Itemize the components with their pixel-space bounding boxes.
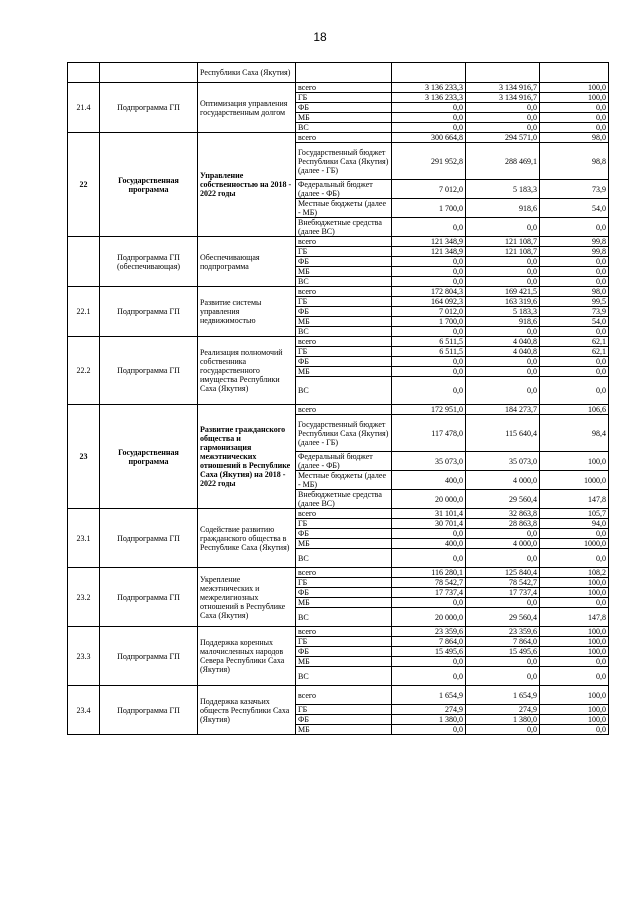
cell-plan: 31 101,4 <box>392 509 466 519</box>
cell-fact: 0,0 <box>466 257 540 267</box>
cell-fact: 0,0 <box>466 598 540 608</box>
cell-fact: 1 654,9 <box>466 686 540 705</box>
cell-source: всего <box>296 237 392 247</box>
cell-fact: 0,0 <box>466 529 540 539</box>
cell-source: всего <box>296 287 392 297</box>
cell-plan: 3 136 233,3 <box>392 83 466 93</box>
cell-source: ВС <box>296 667 392 686</box>
cell-fact: 15 495,6 <box>466 647 540 657</box>
cell-pct: 100,0 <box>540 647 609 657</box>
cell-fact: 274,9 <box>466 705 540 715</box>
cell-pct: 98,4 <box>540 415 609 452</box>
cell-fact: 0,0 <box>466 327 540 337</box>
cell-source: ФБ <box>296 529 392 539</box>
table-row <box>68 405 609 415</box>
cell-plan: 164 092,3 <box>392 297 466 307</box>
cell-source: ВС <box>296 123 392 133</box>
cell-source: всего <box>296 83 392 93</box>
cell-num: 23 <box>68 405 100 509</box>
cell-plan: 7 012,0 <box>392 180 466 199</box>
cell-source: ФБ <box>296 103 392 113</box>
cell-source: Государственный бюджет Республики Саха (Якутия) (далее - ГБ) <box>296 143 392 180</box>
cell-plan: 0,0 <box>392 113 466 123</box>
table-row <box>68 237 609 247</box>
cell-plan: 0,0 <box>392 123 466 133</box>
cell-fact: 0,0 <box>466 277 540 287</box>
cell-fact: 0,0 <box>466 549 540 568</box>
cell-source: Государственный бюджет Республики Саха (Якутия) (далее - ГБ) <box>296 415 392 452</box>
cell-fact: 918,6 <box>466 317 540 327</box>
cell-source: ВС <box>296 549 392 568</box>
cell-fact: 0,0 <box>466 357 540 367</box>
cell-fact: 4 040,8 <box>466 337 540 347</box>
cell-pct: 0,0 <box>540 327 609 337</box>
cell-num <box>68 63 100 83</box>
cell-source: Местные бюджеты (далее - МБ) <box>296 471 392 490</box>
cell-name: Содействие развитию гражданского общества в Республике Саха (Якутия) <box>198 509 296 568</box>
cell-plan: 35 073,0 <box>392 452 466 471</box>
cell-pct: 105,7 <box>540 509 609 519</box>
cell-source: всего <box>296 337 392 347</box>
cell-pct: 98,8 <box>540 143 609 180</box>
cell-source: всего <box>296 686 392 705</box>
cell-pct: 0,0 <box>540 257 609 267</box>
cell-pct: 0,0 <box>540 123 609 133</box>
table-row <box>68 337 609 347</box>
cell-num: 23.1 <box>68 509 100 568</box>
cell-fact: 29 560,4 <box>466 490 540 509</box>
cell-type <box>100 63 198 83</box>
cell-source: МБ <box>296 598 392 608</box>
cell-source: ВС <box>296 377 392 405</box>
cell-fact: 121 108,7 <box>466 247 540 257</box>
cell-source <box>296 63 392 83</box>
cell-plan: 0,0 <box>392 529 466 539</box>
cell-pct: 99,8 <box>540 237 609 247</box>
cell-plan: 172 951,0 <box>392 405 466 415</box>
cell-pct: 100,0 <box>540 637 609 647</box>
cell-pct: 0,0 <box>540 277 609 287</box>
cell-fact: 288 469,1 <box>466 143 540 180</box>
cell-num: 22 <box>68 133 100 237</box>
cell-fact: 0,0 <box>466 725 540 735</box>
cell-source: всего <box>296 509 392 519</box>
cell-type: Подпрограмма ГП <box>100 686 198 735</box>
cell-num: 21.4 <box>68 83 100 133</box>
cell-source: ГБ <box>296 93 392 103</box>
cell-plan: 0,0 <box>392 549 466 568</box>
cell-plan: 0,0 <box>392 218 466 237</box>
cell-source: МБ <box>296 367 392 377</box>
cell-plan: 121 348,9 <box>392 247 466 257</box>
cell-source: ВС <box>296 327 392 337</box>
cell-pct: 147,8 <box>540 490 609 509</box>
cell-source: всего <box>296 405 392 415</box>
table-row <box>68 627 609 637</box>
cell-type: Подпрограмма ГП <box>100 509 198 568</box>
cell-fact: 3 134 916,7 <box>466 93 540 103</box>
cell-pct: 54,0 <box>540 199 609 218</box>
cell-fact: 115 640,4 <box>466 415 540 452</box>
cell-plan: 0,0 <box>392 277 466 287</box>
cell-plan: 0,0 <box>392 667 466 686</box>
cell-fact: 184 273,7 <box>466 405 540 415</box>
cell-fact: 163 319,6 <box>466 297 540 307</box>
cell-pct: 0,0 <box>540 598 609 608</box>
cell-fact: 125 840,4 <box>466 568 540 578</box>
cell-type: Подпрограмма ГП <box>100 83 198 133</box>
cell-source: всего <box>296 133 392 143</box>
cell-plan: 117 478,0 <box>392 415 466 452</box>
cell-plan: 1 700,0 <box>392 199 466 218</box>
cell-pct: 106,6 <box>540 405 609 415</box>
cell-source: Внебюджетные средства (далее ВС) <box>296 490 392 509</box>
cell-plan: 1 380,0 <box>392 715 466 725</box>
cell-source: ВС <box>296 277 392 287</box>
cell-plan: 0,0 <box>392 367 466 377</box>
cell-plan: 274,9 <box>392 705 466 715</box>
cell-plan: 0,0 <box>392 103 466 113</box>
cell-plan: 0,0 <box>392 267 466 277</box>
cell-fact: 78 542,7 <box>466 578 540 588</box>
cell-pct: 62,1 <box>540 337 609 347</box>
cell-source: ФБ <box>296 307 392 317</box>
cell-pct: 100,0 <box>540 452 609 471</box>
cell-fact: 0,0 <box>466 377 540 405</box>
cell-plan: 0,0 <box>392 657 466 667</box>
cell-pct: 0,0 <box>540 667 609 686</box>
cell-source: ВС <box>296 608 392 627</box>
cell-fact: 294 571,0 <box>466 133 540 143</box>
cell-fact <box>466 63 540 83</box>
cell-plan: 1 700,0 <box>392 317 466 327</box>
table-body <box>68 63 609 735</box>
cell-source: МБ <box>296 539 392 549</box>
cell-pct: 73,9 <box>540 307 609 317</box>
cell-plan: 0,0 <box>392 257 466 267</box>
cell-fact: 7 864,0 <box>466 637 540 647</box>
cell-plan: 30 701,4 <box>392 519 466 529</box>
cell-fact: 0,0 <box>466 267 540 277</box>
cell-source: ФБ <box>296 257 392 267</box>
cell-fact: 5 183,3 <box>466 180 540 199</box>
cell-type: Подпрограмма ГП (обеспечивающая) <box>100 237 198 287</box>
cell-plan: 0,0 <box>392 598 466 608</box>
cell-source: ГБ <box>296 297 392 307</box>
cell-source: ГБ <box>296 247 392 257</box>
cell-name: Развитие системы управления недвижимостью <box>198 287 296 337</box>
cell-pct: 108,2 <box>540 568 609 578</box>
cell-pct: 100,0 <box>540 578 609 588</box>
cell-fact: 121 108,7 <box>466 237 540 247</box>
cell-fact: 4 000,0 <box>466 471 540 490</box>
table-row <box>68 83 609 93</box>
cell-pct: 100,0 <box>540 588 609 598</box>
cell-source: МБ <box>296 725 392 735</box>
cell-num: 23.2 <box>68 568 100 627</box>
cell-source: ГБ <box>296 578 392 588</box>
cell-pct: 100,0 <box>540 686 609 705</box>
cell-plan: 15 495,6 <box>392 647 466 657</box>
cell-plan: 121 348,9 <box>392 237 466 247</box>
cell-fact: 29 560,4 <box>466 608 540 627</box>
cell-pct: 100,0 <box>540 715 609 725</box>
cell-fact: 1 380,0 <box>466 715 540 725</box>
cell-plan: 0,0 <box>392 327 466 337</box>
cell-plan: 116 280,1 <box>392 568 466 578</box>
cell-type: Подпрограмма ГП <box>100 627 198 686</box>
cell-pct: 147,8 <box>540 608 609 627</box>
cell-pct: 100,0 <box>540 705 609 715</box>
cell-type: Государственная программа <box>100 405 198 509</box>
cell-type: Подпрограмма ГП <box>100 287 198 337</box>
cell-num: 22.2 <box>68 337 100 405</box>
cell-plan: 78 542,7 <box>392 578 466 588</box>
cell-pct: 94,0 <box>540 519 609 529</box>
cell-source: Местные бюджеты (далее - МБ) <box>296 199 392 218</box>
cell-fact: 5 183,3 <box>466 307 540 317</box>
cell-num: 22.1 <box>68 287 100 337</box>
cell-plan: 20 000,0 <box>392 608 466 627</box>
cell-source: Внебюджетные средства (далее ВС) <box>296 218 392 237</box>
cell-plan: 400,0 <box>392 539 466 549</box>
cell-pct: 0,0 <box>540 725 609 735</box>
cell-pct: 0,0 <box>540 218 609 237</box>
cell-plan: 0,0 <box>392 377 466 405</box>
cell-pct: 0,0 <box>540 367 609 377</box>
cell-pct: 0,0 <box>540 103 609 113</box>
cell-source: ГБ <box>296 637 392 647</box>
table-row <box>68 287 609 297</box>
cell-pct: 98,0 <box>540 133 609 143</box>
cell-plan: 7 012,0 <box>392 307 466 317</box>
table-row <box>68 509 609 519</box>
cell-num: 23.3 <box>68 627 100 686</box>
cell-source: всего <box>296 627 392 637</box>
cell-plan: 23 359,6 <box>392 627 466 637</box>
cell-pct: 0,0 <box>540 549 609 568</box>
cell-source: ФБ <box>296 588 392 598</box>
cell-plan: 6 511,5 <box>392 347 466 357</box>
cell-fact: 3 134 916,7 <box>466 83 540 93</box>
cell-name: Управление собственностью на 2018 - 2022 годы <box>198 133 296 237</box>
cell-name: Поддержка коренных малочисленных народов Севера Республики Саха (Якутия) <box>198 627 296 686</box>
cell-fact: 4 000,0 <box>466 539 540 549</box>
cell-plan: 0,0 <box>392 357 466 367</box>
cell-plan: 400,0 <box>392 471 466 490</box>
cell-fact: 23 359,6 <box>466 627 540 637</box>
cell-source: МБ <box>296 267 392 277</box>
cell-source: Федеральный бюджет (далее - ФБ) <box>296 452 392 471</box>
cell-pct: 99,5 <box>540 297 609 307</box>
cell-type: Подпрограмма ГП <box>100 568 198 627</box>
table-row <box>68 133 609 143</box>
cell-fact: 0,0 <box>466 123 540 133</box>
cell-fact: 0,0 <box>466 367 540 377</box>
cell-plan: 17 737,4 <box>392 588 466 598</box>
cell-name: Развитие гражданского общества и гармонизация межэтнических отношений в Республике Саха (Якутия) на 2018 - 2022 годы <box>198 405 296 509</box>
cell-type: Государственная программа <box>100 133 198 237</box>
cell-pct: 100,0 <box>540 93 609 103</box>
cell-plan <box>392 63 466 83</box>
cell-pct: 0,0 <box>540 657 609 667</box>
cell-fact: 0,0 <box>466 218 540 237</box>
cell-name: Обеспечивающая подпрограмма <box>198 237 296 287</box>
cell-pct: 100,0 <box>540 83 609 93</box>
cell-source: ГБ <box>296 705 392 715</box>
cell-source: ФБ <box>296 647 392 657</box>
cell-fact: 4 040,8 <box>466 347 540 357</box>
cell-pct: 0,0 <box>540 267 609 277</box>
cell-plan: 3 136 233,3 <box>392 93 466 103</box>
cell-pct: 0,0 <box>540 357 609 367</box>
cell-source: МБ <box>296 317 392 327</box>
cell-fact: 0,0 <box>466 113 540 123</box>
cell-name: Укрепление межэтнических и межрелигиозных отношений в Республике Саха (Якутия) <box>198 568 296 627</box>
cell-source: всего <box>296 568 392 578</box>
cell-pct <box>540 63 609 83</box>
cell-pct: 0,0 <box>540 529 609 539</box>
cell-num <box>68 237 100 287</box>
cell-pct: 99,8 <box>540 247 609 257</box>
cell-plan: 7 864,0 <box>392 637 466 647</box>
cell-fact: 0,0 <box>466 103 540 113</box>
cell-pct: 54,0 <box>540 317 609 327</box>
cell-plan: 172 804,3 <box>392 287 466 297</box>
cell-pct: 0,0 <box>540 113 609 123</box>
cell-name: Республики Саха (Якутия) <box>198 63 296 83</box>
cell-source: Федеральный бюджет (далее - ФБ) <box>296 180 392 199</box>
cell-pct: 62,1 <box>540 347 609 357</box>
cell-fact: 32 863,8 <box>466 509 540 519</box>
cell-source: ГБ <box>296 519 392 529</box>
cell-pct: 73,9 <box>540 180 609 199</box>
table-row <box>68 568 609 578</box>
cell-fact: 17 737,4 <box>466 588 540 598</box>
page-number: 18 <box>313 30 327 44</box>
cell-num: 23.4 <box>68 686 100 735</box>
cell-pct: 1000,0 <box>540 539 609 549</box>
cell-plan: 300 664,8 <box>392 133 466 143</box>
cell-source: ФБ <box>296 357 392 367</box>
cell-pct: 98,0 <box>540 287 609 297</box>
cell-source: ГБ <box>296 347 392 357</box>
cell-plan: 291 952,8 <box>392 143 466 180</box>
table-row <box>68 63 609 83</box>
cell-pct: 1000,0 <box>540 471 609 490</box>
cell-name: Реализация полномочий собственника государственного имущества Республики Саха (Якутия) <box>198 337 296 405</box>
cell-name: Оптимизация управления государственным долгом <box>198 83 296 133</box>
cell-pct: 0,0 <box>540 377 609 405</box>
cell-plan: 6 511,5 <box>392 337 466 347</box>
cell-fact: 0,0 <box>466 667 540 686</box>
budget-table <box>67 62 609 735</box>
cell-source: ФБ <box>296 715 392 725</box>
cell-source: МБ <box>296 113 392 123</box>
cell-fact: 28 863,8 <box>466 519 540 529</box>
cell-plan: 0,0 <box>392 725 466 735</box>
cell-source: МБ <box>296 657 392 667</box>
table-row <box>68 686 609 705</box>
cell-plan: 1 654,9 <box>392 686 466 705</box>
cell-name: Поддержка казачьих обществ Республики Саха (Якутия) <box>198 686 296 735</box>
cell-fact: 918,6 <box>466 199 540 218</box>
cell-plan: 20 000,0 <box>392 490 466 509</box>
cell-fact: 169 421,5 <box>466 287 540 297</box>
cell-type: Подпрограмма ГП <box>100 337 198 405</box>
cell-pct: 100,0 <box>540 627 609 637</box>
cell-fact: 0,0 <box>466 657 540 667</box>
cell-fact: 35 073,0 <box>466 452 540 471</box>
